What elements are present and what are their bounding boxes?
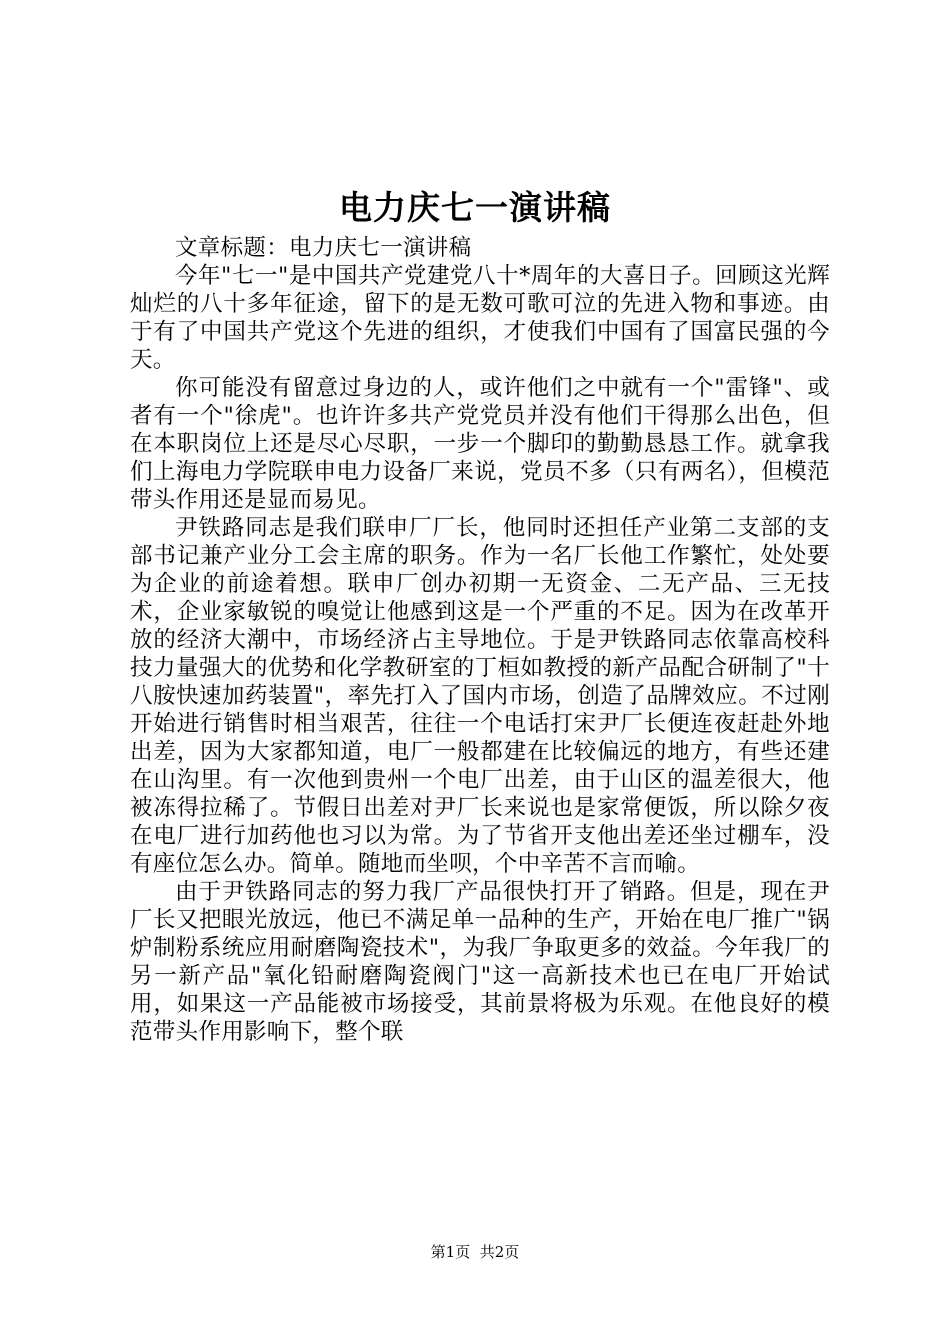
page-footer <box>0 1241 950 1263</box>
page-total: 共2页 <box>479 1243 520 1261</box>
document-title: 电力庆七一演讲稿 <box>339 188 611 227</box>
paragraph-2: 你可能没有留意过身边的人，或许他们之中就有一个"雷锋"、或者有一个"徐虎"。也许许多共产党党员并没有他们干得那么出色，但在本职岗位上还是尽心尽职，一步一个脚印的勤勤恳恳工作。就拿我们上海电力学院联申电力设备厂来说，党员不多（只有两名），但模范带头作用还是显而易见。 <box>130 375 830 513</box>
paragraph-4: 由于尹铁路同志的努力我厂产品很快打开了销路。但是，现在尹厂长又把眼光放远，他已不满足单一品种的生产，开始在电厂推广"锅炉制粉系统应用耐磨陶瓷技术"，为我厂争取更多的效益。今年我厂的另一新产品"氧化铅耐磨陶瓷阀门"这一高新技术也已在电厂开始试用，如果这一产品能被市场接受，其前景将极为乐观。在他良好的模范带头作用影响下，整个联 <box>130 879 830 1045</box>
footer-spacer <box>470 1243 480 1261</box>
paragraph-1: 今年"七一"是中国共产党建党八十*周年的大喜日子。回顾这光辉灿烂的八十多年征途，留下的是无数可歌可泣的先进入物和事迹。由于有了中国共产党这个先进的组织，才使我们中国有了国富民强的今天。 <box>130 263 830 373</box>
page-number: 第1页 <box>430 1243 471 1261</box>
article-title-line: 文章标题：电力庆七一演讲稿 <box>175 235 472 261</box>
paragraph-3: 尹铁路同志是我们联申厂厂长，他同时还担任产业第二支部的支部书记兼产业分工会主席的职务。作为一名厂长他工作繁忙，处处要为企业的前途着想。联申厂创办初期一无资金、二无产品、三无技术，企业家敏锐的嗅觉让他感到这是一个严重的不足。因为在改革开放的经济大潮中，市场经济占主导地位。于是尹铁路同志依靠高校科技力量强大的优势和化学教研室的丁桓如教授的新产品配合研制了"十八胺快速加药装置"，率先打入了国内市场，创造了品牌效应。不过刚开始进行销售时相当艰苦，往往一个电话打宋尹厂长便连夜赶赴外地出差，因为大家都知道，电厂一般都建在比较偏远的地方，有些还建在山沟里。有一次他到贵州一个电厂出差，由于山区的温差很大，他被冻得拉稀了。节假日出差对尹厂长来说也是家常便饭，所以除夕夜在电厂进行加药他也习以为常。为了节省开支他出差还坐过棚车，没有座位怎么办。简单。随地而坐呗，个中辛苦不言而喻。 <box>130 515 830 877</box>
document-body <box>130 234 830 1046</box>
